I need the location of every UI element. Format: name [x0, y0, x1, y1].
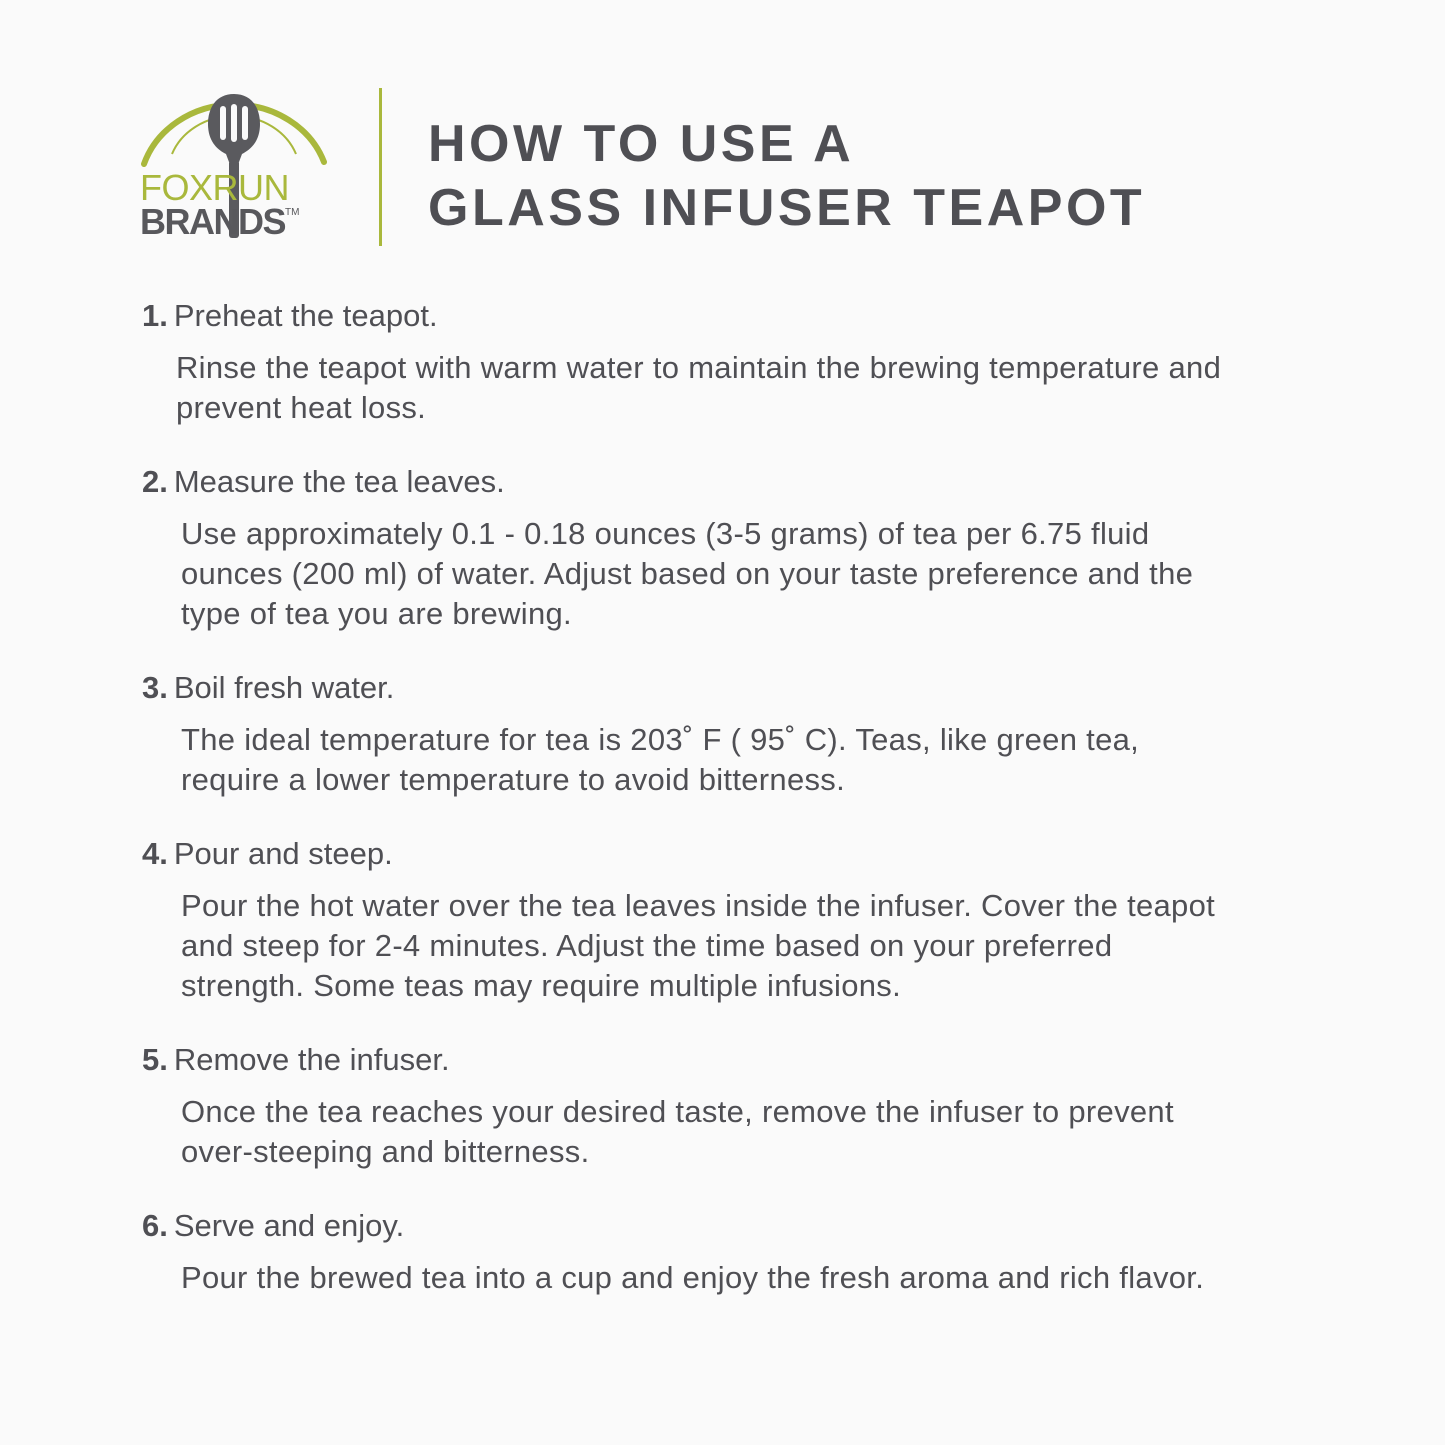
step-description: Once the tea reaches your desired taste, remove the infuser to prevent over-steeping and bitterness. — [181, 1094, 1174, 1169]
step-description: Rinse the teapot with warm water to maintain the brewing temperature and prevent heat loss. — [176, 350, 1222, 425]
step-number: 2. — [142, 464, 168, 499]
step-6 — [142, 1206, 1242, 1298]
logo-line2-text: BRANDS — [140, 201, 286, 242]
step-title: Boil fresh water. — [173, 670, 395, 705]
step-heading — [142, 462, 1242, 502]
step-title: Serve and enjoy. — [173, 1208, 405, 1243]
step-title: Pour and steep. — [173, 836, 393, 871]
logo-line2 — [140, 201, 300, 242]
logo-line1: FOXRUN — [140, 167, 289, 208]
step-title: Measure the tea leaves. — [173, 464, 505, 499]
step-5 — [142, 1040, 1242, 1172]
instruction-steps — [142, 296, 1242, 1332]
title-line2: GLASS INFUSER TEAPOT — [428, 179, 1146, 237]
step-title: Remove the infuser. — [173, 1042, 450, 1077]
step-description: Use approximately 0.1 - 0.18 ounces (3-5 grams) of tea per 6.75 fluid ounces (200 ml) of water. Adjust based on your taste preference and the type of tea you are brewing. — [181, 516, 1194, 631]
step-heading — [142, 668, 1242, 708]
brand-logo — [136, 84, 356, 244]
page-title — [428, 112, 1145, 240]
step-title: Preheat the teapot. — [173, 298, 438, 333]
step-3 — [142, 668, 1242, 800]
title-line1: HOW TO USE A — [428, 115, 855, 173]
step-heading — [142, 834, 1242, 874]
step-number: 4. — [142, 836, 168, 871]
step-1 — [142, 296, 1242, 428]
step-description: The ideal temperature for tea is 203˚ F ( 95˚ C). Teas, like green tea, require a lower temperature to avoid bitterness. — [181, 722, 1140, 797]
step-4 — [142, 834, 1242, 1006]
page-header — [0, 0, 1445, 260]
logo-trademark: TM — [285, 207, 300, 218]
step-number: 5. — [142, 1042, 168, 1077]
step-2 — [142, 462, 1242, 634]
step-description: Pour the brewed tea into a cup and enjoy the fresh aroma and rich flavor. — [181, 1260, 1205, 1295]
header-divider — [379, 88, 382, 246]
step-heading — [142, 1040, 1242, 1080]
step-heading — [142, 296, 1242, 336]
step-heading — [142, 1206, 1242, 1246]
step-number: 1. — [142, 298, 168, 333]
step-number: 6. — [142, 1208, 168, 1243]
step-number: 3. — [142, 670, 168, 705]
step-description: Pour the hot water over the tea leaves inside the infuser. Cover the teapot and steep for 2-4 minutes. Adjust the time based on your preferred strength. Some teas may require multiple infusions. — [181, 888, 1216, 1003]
